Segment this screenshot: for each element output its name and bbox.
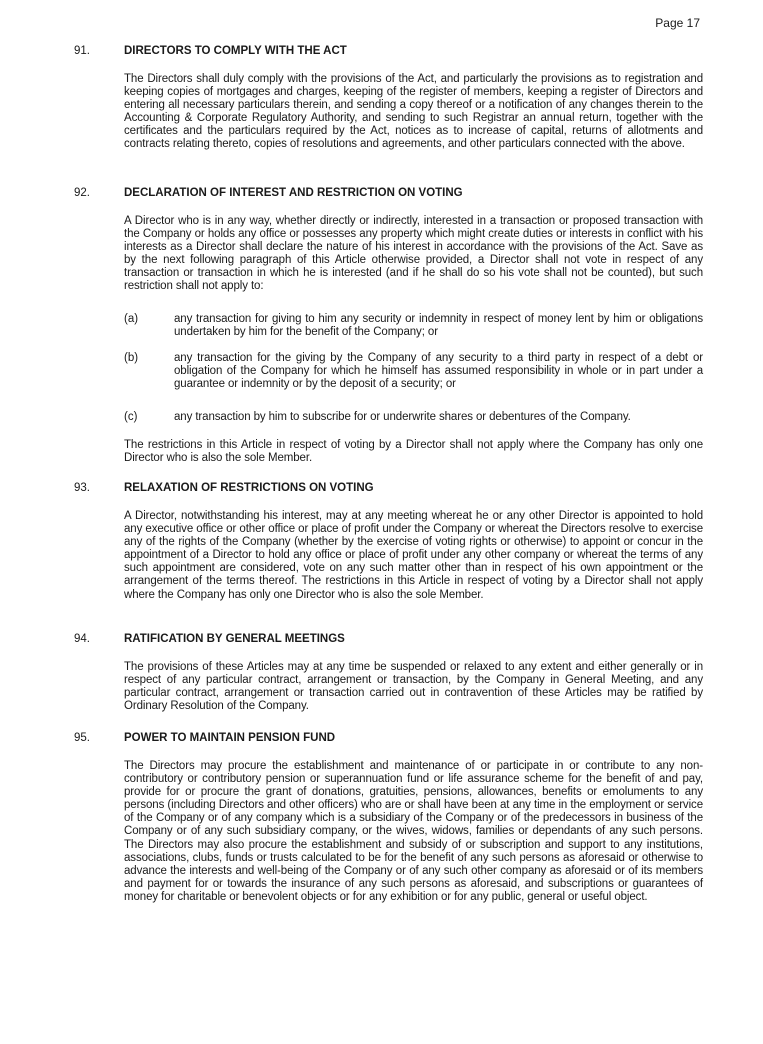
article-93	[0, 481, 763, 602]
article-paragraph: The Directors may procure the establishment and maintenance of or participate in or contribute to any non-contributory or contributory pension or superannuation fund or life assurance scheme for the benefit of and pay, provide for or procure the grant of donations, gratuities, pensions, allowances, benefits or emoluments to any persons (including Directors and other officers) who are or shall have been at any time in the employment or service of the Company or of any company which is a subsidiary of the Company or of the predecessors in business of the Company or of any such subsidiary company, or the wives, widows, families or dependants of any such persons. The Directors may also procure the establishment and subsidy of or subscription and support to any institutions, associations, clubs, funds or trusts calculated to be for the benefit of any such persons as aforesaid or otherwise to advance the interests and well-being of the Company or of any such other company as aforesaid or of its members and payment for or towards the insurance of any such persons as aforesaid, and subscriptions or guarantees of money for charitable or benevolent objects or for any exhibition or for any public, general or useful object.	[124, 760, 703, 903]
article-paragraph: A Director, notwithstanding his interest, may at any meeting whereat he or any other Director is appointed to hold any executive office or other office or place of profit under the Company or whereat the Directors resolve to exercise any of the rights of the Company (whether by the exercise of voting rights or otherwise) to appoint or concur in the appointment of a Director to hold any office or place of profit under any other company or whereat the terms of any such appointment are considered, vote on any such matter other than in respect of his own appointment or the arrangement of the terms thereof. The restrictions in this Article in respect of voting by a Director shall not apply where the Company has only one Director who is also the sole Member.	[124, 510, 703, 601]
list-item-text: any transaction for giving to him any security or indemnity in respect of money lent by him or obligations undertaken by him for the benefit of the Company; or	[174, 313, 703, 339]
article-heading	[0, 731, 763, 745]
article-paragraph: The provisions of these Articles may at any time be suspended or relaxed to any extent and either generally or in respect of any particular contract, arrangement or transaction, by the Company in General Meeting, and any particular contract, arrangement or transaction carried out in contravention of these Articles may be ratified by Ordinary Resolution of the Company.	[124, 661, 703, 713]
article-number: 95.	[74, 732, 90, 744]
article-title: POWER TO MAINTAIN PENSION FUND	[124, 732, 336, 744]
article-title: RATIFICATION BY GENERAL MEETINGS	[124, 633, 345, 645]
list-item-text: any transaction for the giving by the Company of any security to a third party in respect of a debt or obligation of the Company for which he himself has assumed responsibility in whole or in part under a guarantee or indemnity or by the deposit of a security; or	[174, 352, 703, 391]
article-title: DIRECTORS TO COMPLY WITH THE ACT	[124, 45, 347, 57]
article-92-closing	[0, 439, 763, 465]
article-paragraph: The Directors shall duly comply with the provisions of the Act, and particularly the provisions as to registration and keeping copies of mortgages and charges, keeping of the register of members, keeping a register of Directors and entering all necessary particulars therein, and sending a copy thereof or a notification of any changes therein to the Accounting & Corporate Regulatory Authority, and sending to such Registrar an annual return, together with the certificates and the particulars required by the Act, notices as to increase of capital, returns of allotments and contracts relating thereto, copies of resolutions and agreements, and other particulars connected with the above.	[124, 73, 703, 151]
article-title: RELAXATION OF RESTRICTIONS ON VOTING	[124, 482, 374, 494]
article-title: DECLARATION OF INTEREST AND RESTRICTION ON VOTING	[124, 187, 463, 199]
article-92	[0, 186, 763, 294]
article-number: 92.	[74, 187, 90, 199]
article-heading	[0, 186, 763, 200]
list-item-label: (c)	[124, 411, 138, 423]
article-number: 93.	[74, 482, 90, 494]
article-91	[0, 44, 763, 152]
list-item-label: (b)	[124, 352, 139, 364]
article-paragraph: A Director who is in any way, whether directly or indirectly, interested in a transaction or proposed transaction with the Company or holds any office or possesses any property which might create duties or interests in conflict with his interests as a Director shall declare the nature of his interest in accordance with the provisions of the Act. Save as by the next following paragraph of this Article otherwise provided, a Director shall not vote in respect of any transaction or transaction in which he is interested (and if he shall do so his vote shall not be counted), but such restriction shall not apply to:	[124, 215, 703, 293]
page-number: Page 17	[655, 16, 700, 30]
article-number: 91.	[74, 45, 90, 57]
article-heading	[0, 481, 763, 495]
article-number: 94.	[74, 633, 90, 645]
list-item-label: (a)	[124, 313, 139, 325]
article-95	[0, 731, 763, 904]
article-heading	[0, 632, 763, 646]
article-paragraph: The restrictions in this Article in respect of voting by a Director shall not apply where the Company has only one Director who is also the sole Member.	[124, 439, 703, 465]
list-item-text: any transaction by him to subscribe for or underwrite shares or debentures of the Company.	[174, 411, 631, 423]
article-heading	[0, 44, 763, 58]
article-94	[0, 632, 763, 713]
